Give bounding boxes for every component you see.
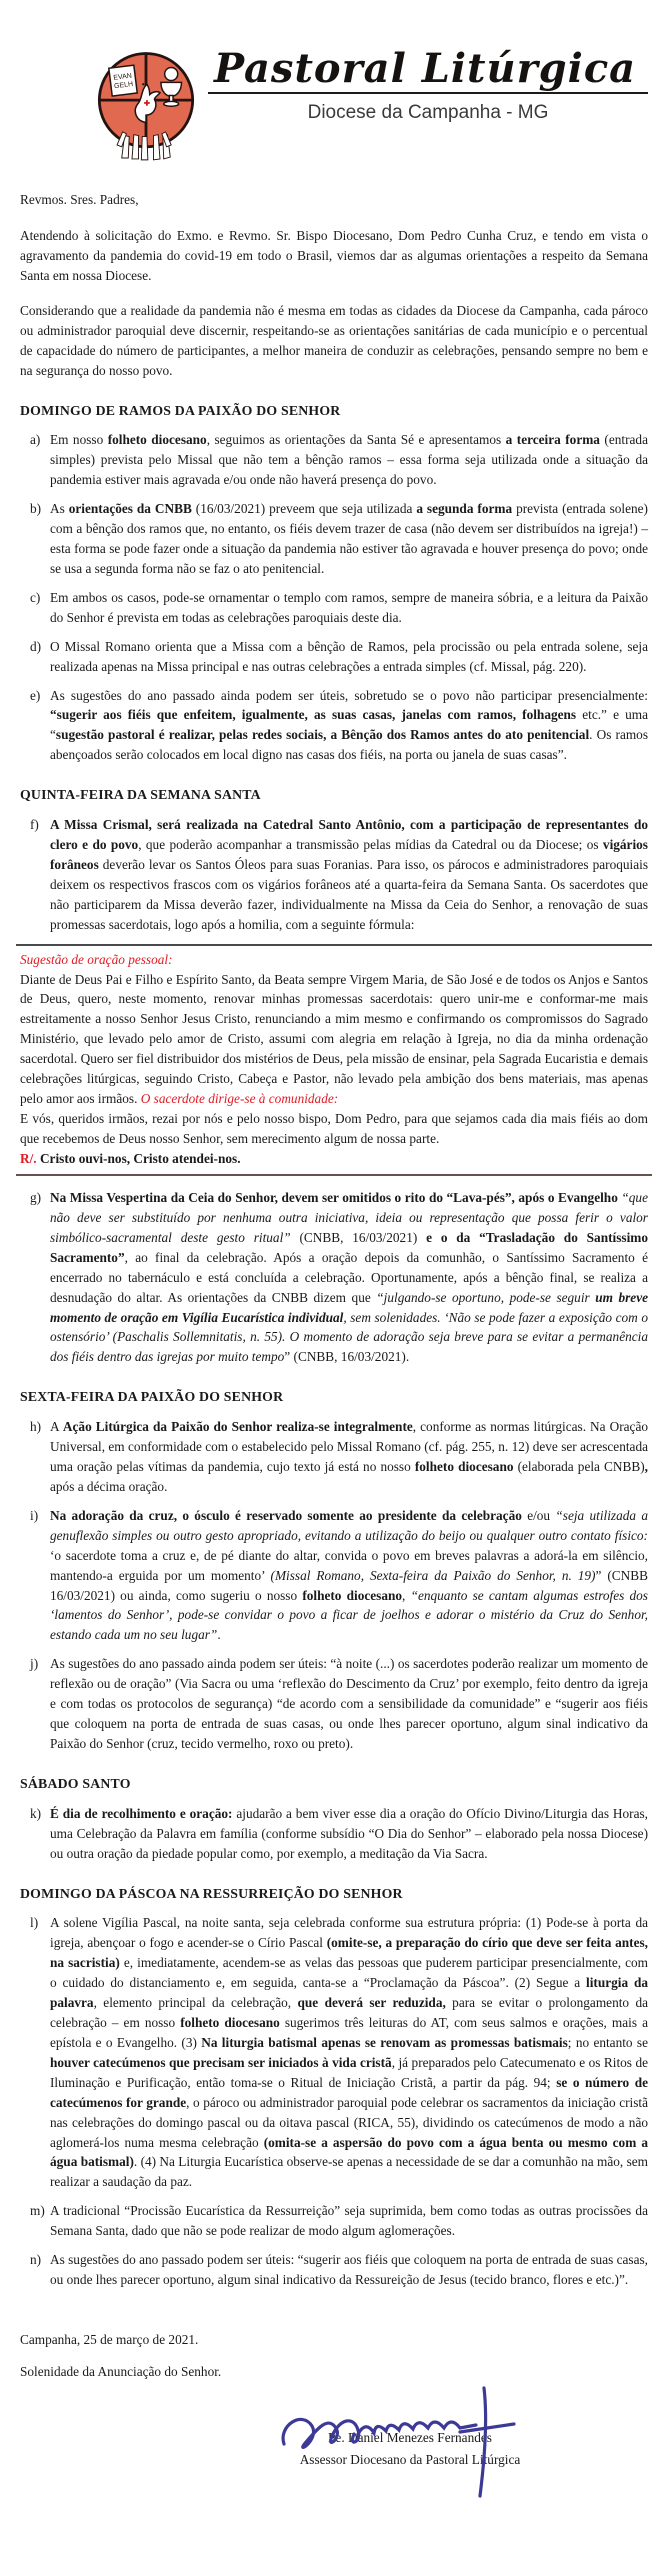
list-item-h [20,1417,648,1497]
item-label: c) [30,589,41,605]
date-line: Campanha, 25 de março de 2021. [20,2332,199,2348]
solemnity-line: Solenidade da Anunciação do Senhor. [20,2364,222,2379]
item-label: n) [30,2252,42,2268]
item-text: É dia de recolhimento e oração: ajudarão a bem viver esse dia a oração do Ofício Divino/Liturgia das Horas, uma Celebração da Palavra em família (conforme subsídio “O Dia do Senhor” – elaborado pela nossa Diocese) ou outra oração da piedade popular como, por exemplo, a meditação da Via Sacra. [50,1805,648,1861]
text-segment: “sugerir aos fiéis que enfeitem, igualmente, as suas casas, janelas com ramos, folhagens [50,707,577,723]
text-segment: É dia de recolhimento e oração: [50,1805,233,1821]
signature-block [250,2428,570,2470]
text-segment: Ação Litúrgica da Paixão do Senhor realiza-se integralmente [62,1419,413,1434]
item-text: A Ação Litúrgica da Paixão do Senhor realiza-se integralmente, conforme as normas litúrgicas. Na Oração Universal, em conformidade com o estabelecido pelo Missal Romano (cf. pág. 255, n. 12) deve ser acrescentada uma oração pelas vítimas da pandemia, cujo texto já está no nosso folheto diocesano (elaborada pela CNBB), após a décima oração. [50,1419,648,1494]
text-segment: a segunda forma [416,501,513,516]
item-label: h) [30,1419,42,1434]
text-segment: A Missa Crismal, será realizada na Catedral Santo Antônio, com a participação de representantes do clero e do povo [50,816,648,852]
text-segment: sugestão pastoral é realizar, pelas redes sociais, a Bênção dos Ramos antes do ato penitencial [55,727,590,743]
item-label: b) [30,501,42,516]
text-segment: folheto diocesano [302,1587,403,1603]
intro-paragraph: Atendendo à solicitação do Exmo. e Revmo. Sr. Bispo Diocesano, Dom Pedro Cunha Cruz, e tendo em vista o agravamento da pandemia do covid-19 em todo o Brasil, viemos dar as algumas orientações a respeito da Semana Santa em nossa Diocese. [20,227,648,283]
list-item-d [20,637,648,677]
text-segment: folheto diocesano [107,432,207,448]
item-label: i) [30,1507,39,1523]
assembly-hands-icon [117,132,171,160]
org-subtitle: Diocese da Campanha - MG [307,102,549,123]
item-text: As orientações da CNBB (16/03/2021) preveem que seja utilizada a segunda forma prevista (entrada solene) com a bênção dos ramos que, no entanto, os fiéis devem trazer de casa (não devem ser distribuídos na igreja!) – esta forma se pode fazer onde a situação da pandemia não estiver tão agravada e houver presença do povo; onde se usa a segunda forma não se faz o ato penitencial. [50,501,648,576]
item-label: d) [30,638,42,654]
list-item-e [20,686,648,766]
intro-paragraph: Considerando que a realidade da pandemia não é mesma em todas as cidades da Diocese da Campanha, cada pároco ou administrador paroquial deve discernir, respeitando-se as orientações sanitárias de cada município e o percentual de capacidade do número de participantes, a melhor maneira de conduzir as celebrações, pensando sempre no bem e na segurança do nosso povo. [20,302,648,378]
list-item-l [20,1913,648,2192]
list-item-b [20,499,648,579]
text-segment: R/. [20,1150,37,1166]
salutation: Revmos. Sres. Padres, [20,192,139,207]
text-segment: Na adoração da cruz, o ósculo é reservado somente ao presidente da celebração [50,1507,522,1523]
item-text: A tradicional “Procissão Eucarística da Ressurreição” seja suprimida, bem como todas as outras procissões da Semana Santa, dado que não se pode realizar de modo algum aglomerações. [50,2203,648,2239]
org-title: Pastoral Litúrgica [208,26,648,94]
section-heading: DOMINGO DE RAMOS DA PAIXÃO DO SENHOR [20,402,341,418]
item-label: k) [30,1805,42,1821]
list-item-j [20,1654,648,1754]
text-segment: houver catecúmenos que precisam ser iniciados à vida cristã [50,2054,392,2070]
text-segment: O sacerdote dirige-se à comunidade: [140,1091,339,1107]
list-item-k [20,1804,648,1864]
list-item-c [20,588,648,628]
letterhead [90,26,648,164]
text-segment: “enquanto se cantam algumas estrofes dos ‘lamentos do Senhor’, pode-se convidar o povo a ficar de joelhos e adorar o mistério da Cruz do Senhor, estando cada um no seu lugar” [50,1587,648,1643]
text-segment: a terceira forma [505,432,600,448]
item-text: O Missal Romano orienta que a Missa com a bênção de Ramos, pela procissão ou pela entrada solene, seja realizada apenas na Missa principal e nas outras celebrações a entrada simples (cf. Missal, pág. 220). [50,638,648,674]
list-item-g [20,1188,648,1367]
prayer-paragraph: E vós, queridos irmãos, rezai por nós e pelo nosso bispo, Dom Pedro, para que sejamos cada dia mais fiéis ao dom que recebemos de Deus nosso Senhor, sem merecimento algum de nossa parte. [20,1111,648,1146]
list-item-m [20,2201,648,2241]
item-label: a) [30,432,41,448]
text-segment: “julgando-se oportuno, pode-se seguir [376,1289,596,1305]
item-text: As sugestões do ano passado ainda podem ser úteis, sobretudo se o povo não participar presencialmente: “sugerir aos fiéis que enfeitem, igualmente, as suas casas, janelas com ramos, folhagens etc.” e uma “sugestão pastoral é realizar, pelas redes sociais, a Bênção dos Ramos antes do ato penitencial. Os ramos abençoados serão colocados em local digno nas casas dos fiéis, na porta ou janela de suas casas”. [50,687,649,763]
list-item-f [20,815,648,935]
item-text: A solene Vigília Pascal, na noite santa, seja celebrada conforme sua estrutura própria: (1) Pode-se à porta da igreja, abençoar o fogo e acender-se o Círio Pascal (omite-se, a preparação do círio que deve ser feita antes, na sacristia) e, imediatamente, acendem-se as velas das pessoas que puderem participar presencialmente, com o cuidado do distanciamento e, em seguida, canta-se a “Proclamação da Páscoa”. (2) Segue a liturgia da palavra, elemento principal da celebração, que deverá ser reduzida, para se evitar o prolongamento da celebração – em nosso folheto diocesano sugerimos três leituras do AT, com seus salmos e orações, mais a epístola e o Evangelho. (3) Na liturgia batismal apenas se renovam as promessas batismais; no entanto se houver catecúmenos que precisam ser iniciados à vida cristã, já preparados pelo Catecumenato e os Ritos de Iluminação e Purificação, então toma-se o Ritual de Iniciação Cristã, a partir da pág. 94; se o número de catecúmenos for grande, o pároco ou administrador paroquial pode celebrar os sacramentos da iniciação cristã nas celebrações do domingo pascal ou da oitava pascal (RICA, 55), dividindo os catecúmenos de modo a não aglomerá-los numa mesma celebração (omita-se a aspersão do povo com a água benta ou mesmo com a água batismal). (4) Na Liturgia Eucarística observe-se apenas a necessidade de se dar a comunhão na mão, sem realizar a saudação da paz. [50,1915,649,2190]
section-heading: SÁBADO SANTO [20,1776,131,1791]
prayer-paragraph [20,1149,648,1169]
item-label: f) [30,816,39,832]
item-text: A Missa Crismal, será realizada na Catedral Santo Antônio, com a participação de representantes do clero e do povo, que poderão acompanhar a transmissão pelas mídias da Catedral ou da Diocese; os vigários forâneos deverão levar os Santos Óleos para suas Foranias. Para isso, os párocos e administradores paroquiais deixem os respectivos frascos com os vigários forâneos até a quarta-feira da Semana Santa. Os sacerdotes que não participarem da Missa deverão fazer, individualmente na Missa da Ceia do Senhor, a renovação de suas promessas sacerdotais, logo após a homilia, com a seguinte fórmula: [50,816,648,932]
text-segment: (omita-se a aspersão do povo com a água benta ou mesmo com a água batismal) [50,2134,648,2170]
section-heading: SEXTA-FEIRA DA PAIXÃO DO SENHOR [20,1389,284,1405]
text-segment: , sem solenidades. ‘Não se pode fazer a exposição com o ostensório’ (Paschalis Sollemnitatis, n. 55). O momento de adoração seja breve para se evitar a permanência dos fiéis dentro das igrejas por muito tempo [50,1309,648,1365]
signatory-role: Assessor Diocesano da Pastoral Litúrgica [299,2451,521,2467]
text-segment: , [644,1458,648,1474]
letter-body [20,190,648,2290]
prayer-paragraph: Diante de Deus Pai e Filho e Espírito Santo, da Beata sempre Virgem Maria, de São José e de todos os Anjos e Santos de Deus, quero, neste momento, renovar minhas promessas sacerdotais: quero unir-me e conformar-me mais estreitamente a nosso Senhor Jesus Cristo, renunciando a mim mesmo e confirmando os compromissos do Sagrado Ministério, que levado pelo amor de Cristo, assumi com alegria em relação à Igreja, no dia da minha ordenação sacerdotal. Quero ser fiel distribuidor dos mistérios de Deus, pela missão de ensinar, pela Sagrada Eucaristia e demais celebrações litúrgicas, seguindo Cristo, Cabeça e Pastor, não levado pela ambição dos bens materiais, mas apenas pelo amor aos irmãos. O sacerdote dirige-se à comunidade: [20,971,648,1107]
section-heading: QUINTA-FEIRA DA SEMANA SANTA [20,787,261,803]
list-item-i [20,1506,648,1646]
letter-sections [20,401,648,2291]
item-text: Na adoração da cruz, o ósculo é reservado somente ao presidente da celebração e/ou “seja utilizada a genuflexão simples ou outro gesto apropriado, evitando a utilização do beijo ou qualquer outro contato físico: ‘o sacerdote toma a cruz e, de pé diante do altar, convida o povo em breves palavras a adorá-la em silêncio, mantendo-a erguida por um momento’ (Missal Romano, Sexta-feira da Paixão do Senhor, n. 19)” (CNBB 16/03/2021) ou ainda, como sugeriu o nosso folheto diocesano, “enquanto se cantam algumas estrofes dos ‘lamentos do Senhor’, pode-se convidar o povo a ficar de joelhos e adorar o mistério da Cruz do Senhor, estando cada um no seu lugar”. [50,1507,648,1643]
text-segment: (Missal Romano, Sexta-feira da Paixão do Senhor, n. 19) [270,1567,596,1583]
item-text: Em nosso folheto diocesano, seguimos as orientações da Santa Sé e apresentamos a terceira forma (entrada simples) prevista pelo Missal que não tem a bênção ramos – essa forma seja utilizada onde a situação da pandemia estiver mais agravada e/ou onde não haverá presença do povo. [50,432,648,488]
text-segment: (omite-se, a preparação do círio que deve ser feita antes, na sacristia) [50,1935,648,1971]
svg-text:GELH: GELH [113,80,134,91]
item-label: m) [30,2203,45,2219]
svg-text:EVAN: EVAN [112,72,133,82]
text-segment: um breve momento de oração em Vigília Eucarística individual [50,1289,649,1325]
letter-footer [20,2330,648,2470]
text-segment: “seja utilizada a genuflexão simples ou outro gesto apropriado, evitando a utilização do beijo ou qualquer outro contato físico: [50,1507,648,1543]
text-segment: Cristo ouvi-nos, Cristo atendei-nos. [36,1150,241,1166]
item-label: e) [30,687,41,703]
text-segment: orientações da CNBB [68,501,192,516]
text-segment: Na liturgia batismal apenas se renovam as promessas batismais [201,2034,568,2050]
text-segment: Sugestão de oração pessoal: [20,951,173,967]
prayer-paragraph [20,950,648,970]
signatory-name: Pe. Daniel Menezes Fernandes [328,2429,492,2445]
text-segment: que deverá ser reduzida, [297,1994,446,2010]
section-heading: DOMINGO DA PÁSCOA NA RESSURREIÇÃO DO SENHOR [20,1885,403,1901]
text-segment: Na Missa Vespertina da Ceia do Senhor, devem ser omitidos o rito do “Lava-pés”, após o Evangelho [50,1189,622,1205]
prayer-suggestion-box [16,944,652,1176]
letterhead-titles [208,26,648,128]
text-segment: liturgia da palavra [50,1975,648,2010]
text-segment: e o da “Trasladação do Santíssimo Sacramento” [50,1229,648,1265]
item-text: As sugestões do ano passado ainda podem ser úteis: “à noite (...) os sacerdotes poderão realizar um momento de reflexão ou de oração” (Via Sacra ou uma ‘reflexão do Descimento da Cruz’ por exemplo, feito dentro da igreja e com todas os protocolos de segurança) “de acordo com a sensibilidade da comunidade” e “sugerir aos fiéis que coloquem na porta de entrada de suas casas, ou onde lhes parecer oportuno, algum sinal indicativo da Paixão do Senhor (cruz, tecido vermelho, roxo ou preto). [50,1656,648,1752]
text-segment: folheto diocesano [180,2014,280,2030]
item-label: l) [30,1915,39,1931]
text-segment: vigários forâneos [50,836,648,872]
item-text: Na Missa Vespertina da Ceia do Senhor, devem ser omitidos o rito do “Lava-pés”, após o Evangelho “que não deve ser substituído por nenhuma outra iniciativa, ideia ou representação que possa ferir o valor simbólico-sacramental deste gesto ritual” (CNBB, 16/03/2021) e o da “Trasladação do Santíssimo Sacramento”, ao final da celebração. Após a oração depois da comunhão, o Santíssimo Sacramento é encerrado no tabernáculo e está concluída a celebração. Oportunamente, após a bênção final, se realiza a desnudação do altar. As orientações da CNBB dizem que “julgando-se oportuno, pode-se seguir um breve momento de oração em Vigília Eucarística individual, sem solenidades. ‘Não se pode fazer a exposição com o ostensório’ (Paschalis Sollemnitatis, n. 55). O momento de adoração seja breve para se evitar a permanência dos fiéis dentro das igrejas por muito tempo” (CNBB, 16/03/2021). [50,1189,649,1365]
text-segment: se o número de catecúmenos for grande [50,2074,648,2110]
text-segment: “que não deve ser substituído por nenhuma outra iniciativa, ideia ou representação que possa ferir o valor simbólico-sacramental deste gesto ritual” [50,1189,648,1245]
text-segment: folheto diocesano [414,1458,514,1474]
gospel-book-icon [109,65,137,96]
pastoral-liturgica-logo-icon [90,40,202,164]
item-label: j) [30,1656,39,1672]
item-text: As sugestões do ano passado podem ser úteis: “sugerir aos fiéis que coloquem na porta de entrada de suas casas, ou onde lhes parecer oportuno, algum sinal indicativo da Ressureição de Jesus (tecido branco, flores e etc.)”. [50,2252,648,2288]
item-text: Em ambos os casos, pode-se ornamentar o templo com ramos, sempre de maneira sóbria, e a leitura da Paixão do Senhor é prevista em todas as celebrações paroquiais deste dia. [50,589,648,625]
list-item-a [20,430,648,490]
item-label: g) [30,1189,42,1205]
list-item-n [20,2250,648,2290]
intro-paragraphs [20,226,648,381]
